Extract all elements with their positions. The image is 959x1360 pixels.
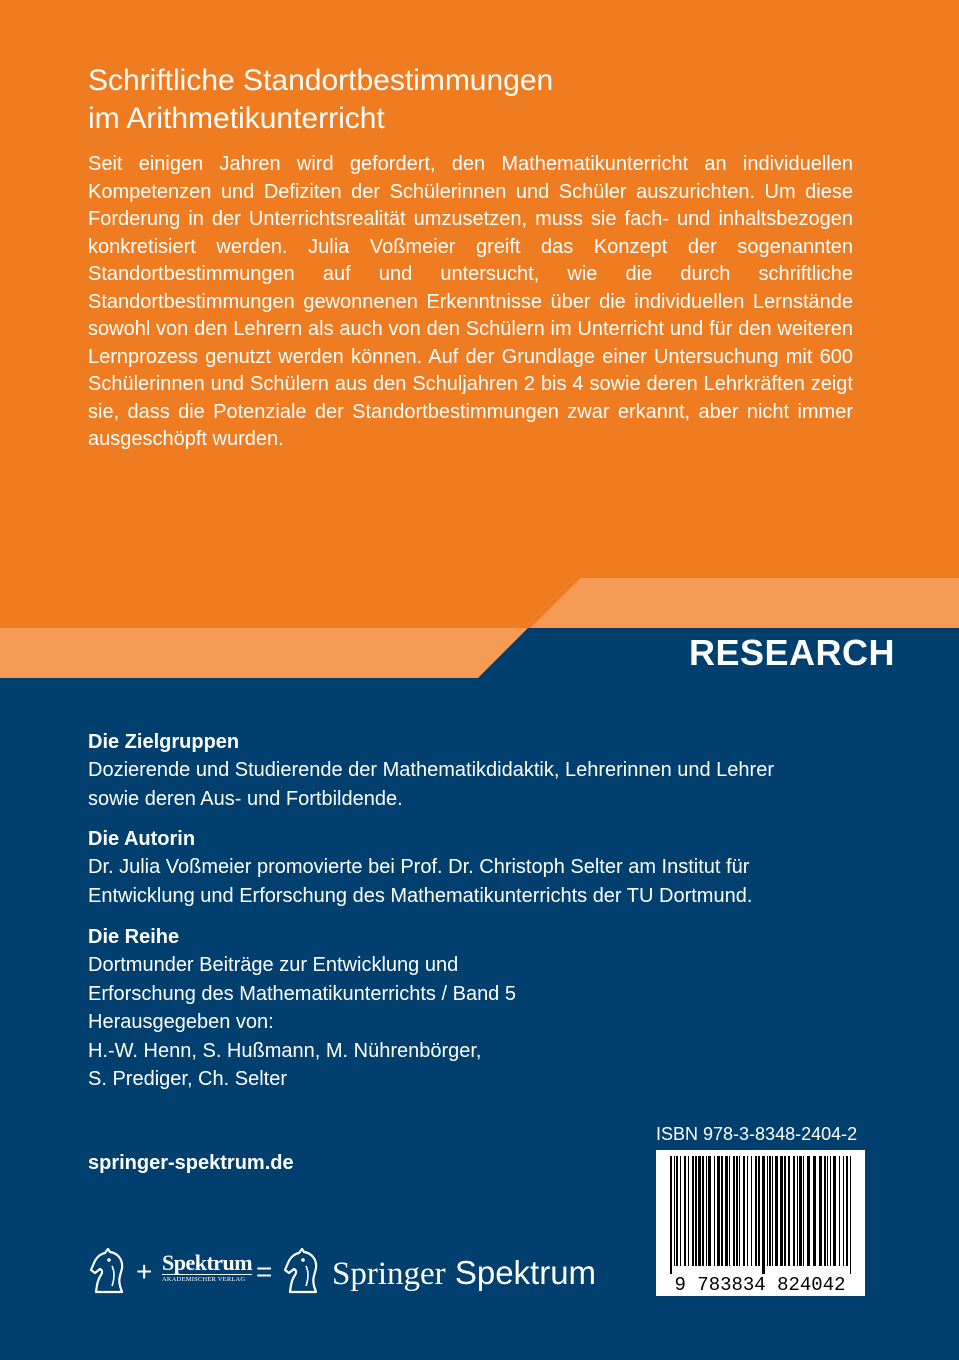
- barcode-bar: [674, 1156, 675, 1266]
- section-line: H.-W. Henn, S. Hußmann, M. Nührenbörger,: [88, 1039, 482, 1062]
- barcode-bar: [751, 1156, 752, 1266]
- section-line: Dr. Julia Voßmeier promovierte bei Prof. Dr. Christoph Selter am Institut für: [88, 856, 750, 878]
- barcode-bar: [846, 1156, 848, 1266]
- barcode-bar: [762, 1156, 765, 1274]
- barcode-bar: [676, 1156, 678, 1266]
- section-autorin: [88, 825, 888, 910]
- barcode-bar: [698, 1156, 701, 1266]
- springer-knight-icon: [88, 1248, 130, 1294]
- equals-sign: =: [256, 1256, 273, 1287]
- barcode-bar: [827, 1156, 828, 1266]
- website-link[interactable]: springer-spektrum.de: [88, 1152, 294, 1174]
- plus-sign: +: [136, 1256, 153, 1287]
- barcode-bar: [767, 1156, 768, 1266]
- barcode-bar: [807, 1156, 810, 1266]
- title-line-2: im Arithmetikunterricht: [88, 102, 385, 135]
- section-line: Erforschung des Mathematikunterrichts / Band 5: [88, 982, 516, 1005]
- barcode-bar: [680, 1156, 681, 1266]
- barcode-bar: [824, 1156, 826, 1266]
- barcode-graphic: [656, 1150, 865, 1296]
- book-blurb: Seit einigen Jahren wird gefordert, den Mathematikunterricht an individuellen Kompetenzen und Defiziten der Schülerinnen und Schüler auszurichten. Um diese Forderung in der Unterrichtsrealität umzusetzen, muss sie fach- und inhaltsbezogen konkretisiert werden. Julia Voßmeier greift das Konzept der sogenannten Standortbestimmungen auf und untersucht, wie die durch schriftliche Standortbestimmungen gewonnenen Erkenntnisse über die individuellen Lernstände sowohl von den Lehrern als auch von den Schülern im Unterricht und für den weiteren Lernprozess genutzt werden können. Auf der Grundlage einer Untersuchung mit 600 Schülerinnen und Schülern aus den Schuljahren 2 bis 4 sowie deren Lehrkräften zeigt sie, dass die Potenziale der Standortbestimmungen zwar erkannt, aber nicht immer ausgeschöpft wurden.: [88, 153, 853, 450]
- barcode-bar: [833, 1156, 836, 1266]
- barcode-bar: [729, 1156, 730, 1266]
- section-line: sowie deren Aus- und Fortbildende.: [88, 787, 403, 810]
- barcode-bar: [684, 1156, 686, 1266]
- barcode-bar: [769, 1156, 771, 1266]
- barcode-bar: [733, 1156, 735, 1266]
- section-heading: Die Reihe: [88, 926, 180, 948]
- book-title: [88, 62, 908, 138]
- barcode-bar: [739, 1156, 740, 1266]
- section-line: Dortmunder Beiträge zur Entwicklung und: [88, 954, 459, 976]
- barcode-bar: [758, 1156, 760, 1266]
- barcode-bar: [702, 1156, 704, 1266]
- barcode-bar: [755, 1156, 757, 1266]
- springer-knight-icon: [282, 1248, 324, 1294]
- barcode-bar: [784, 1156, 786, 1266]
- barcode-digits: 9 783834 824042: [674, 1274, 846, 1296]
- barcode-bar: [850, 1156, 851, 1274]
- brand-spektrum: Spektrum: [454, 1254, 597, 1291]
- barcode-bar: [793, 1156, 795, 1266]
- barcode-bar: [743, 1156, 745, 1266]
- barcode-bar: [695, 1156, 697, 1266]
- barcode-bar: [788, 1156, 790, 1266]
- barcode-bar: [736, 1156, 738, 1266]
- publisher-logo-row: [88, 1248, 628, 1298]
- barcode-bar: [843, 1156, 844, 1266]
- barcode-bar: [688, 1156, 689, 1266]
- barcode-bar: [830, 1156, 831, 1266]
- barcode: [656, 1150, 865, 1296]
- spektrum-word: Spektrum: [162, 1250, 253, 1275]
- barcode-bar: [819, 1156, 822, 1266]
- barcode-bar: [813, 1156, 816, 1266]
- barcode-bar: [775, 1156, 778, 1266]
- isbn-label: ISBN 978-3-8348-2404-2: [656, 1124, 858, 1144]
- section-line: S. Prediger, Ch. Selter: [88, 1068, 287, 1090]
- section-reihe: [88, 923, 888, 1094]
- brand-springer: Springer: [332, 1256, 446, 1292]
- research-label: RESEARCH: [688, 632, 895, 673]
- barcode-bar: [799, 1156, 802, 1266]
- barcode-bar: [692, 1156, 694, 1266]
- barcode-bar: [717, 1156, 720, 1266]
- barcode-bar: [714, 1156, 715, 1266]
- barcode-bar: [670, 1156, 672, 1274]
- section-zielgruppen: [88, 728, 888, 813]
- barcode-bar: [725, 1156, 728, 1266]
- section-heading: Die Zielgruppen: [88, 731, 240, 753]
- barcode-bar: [839, 1156, 840, 1266]
- springer-spektrum-wordmark: [332, 1254, 596, 1293]
- spektrum-subline: AKADEMISCHER VERLAG: [162, 1274, 252, 1283]
- section-line: Entwicklung und Erforschung des Mathematikunterrichts der TU Dortmund.: [88, 884, 753, 907]
- barcode-bar: [708, 1156, 711, 1266]
- barcode-bar: [721, 1156, 723, 1266]
- barcode-bar: [780, 1156, 783, 1266]
- barcode-bar: [747, 1156, 748, 1266]
- spektrum-akademischer-logo: [162, 1252, 252, 1286]
- title-line-1: Schriftliche Standortbestimmungen: [88, 64, 554, 97]
- section-line: Dozierende und Studierende der Mathematikdidaktik, Lehrerinnen und Lehrer: [88, 759, 774, 781]
- barcode-bar: [706, 1156, 707, 1266]
- section-line: Herausgegeben von:: [88, 1011, 274, 1033]
- barcode-bar: [803, 1156, 804, 1266]
- section-heading: Die Autorin: [88, 828, 196, 850]
- barcode-bar: [772, 1156, 773, 1266]
- barcode-bar: [797, 1156, 798, 1266]
